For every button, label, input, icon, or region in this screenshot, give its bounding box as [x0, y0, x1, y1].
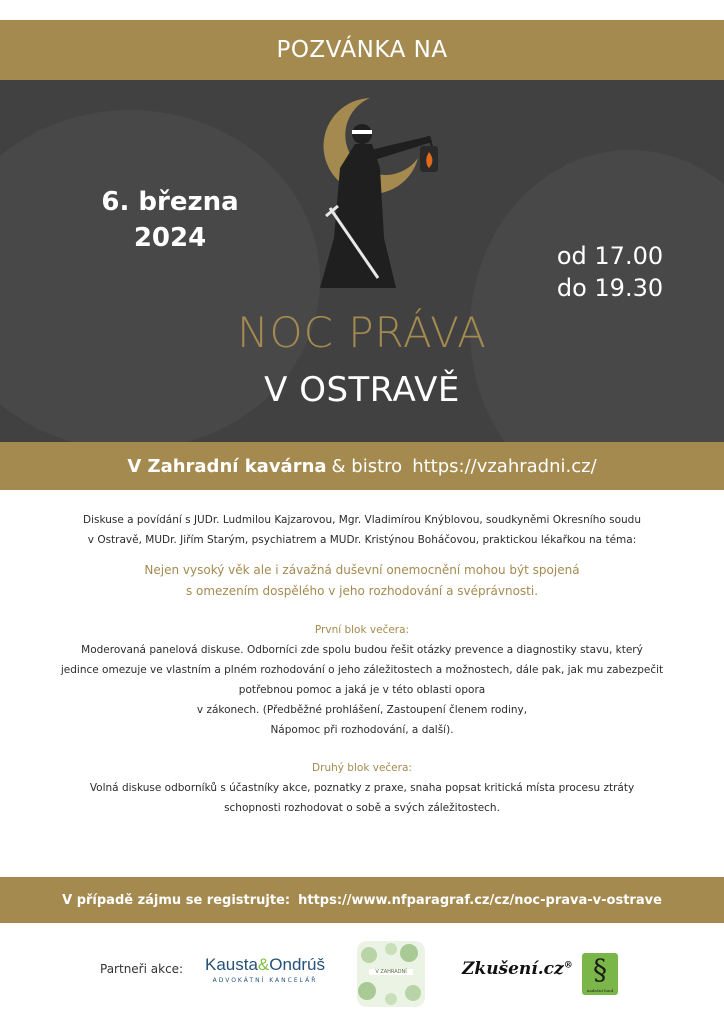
block1-text-5: Nápomoc při rozhodování, a další). [270, 724, 454, 736]
registered-mark: ® [563, 960, 573, 971]
date-day: 6. března [101, 187, 239, 217]
paragraph-icon: § [593, 953, 607, 986]
date-year: 2024 [133, 223, 207, 253]
intro-text-2: v Ostravě, MUDr. Jiřím Starým, psychiatrem a MUDr. Kristýnou Boháčovou, praktickou lékařkou na téma: [87, 534, 637, 546]
paragraf-fund-logo [582, 953, 618, 995]
time-from: od 17.00 [556, 242, 664, 270]
time-to: do 19.30 [556, 274, 664, 302]
partners-label: Partneři akce: [100, 962, 184, 976]
v-zahradni-logo [357, 941, 425, 1007]
v-zahradni-text: V ZAHRADNÍ [369, 969, 413, 975]
event-subtitle: V OSTRAVĚ [264, 370, 460, 410]
kausta-name-b: Ondrúš [269, 955, 326, 974]
zkuseni-text: Zkušení.cz [462, 959, 564, 979]
invitation-body [60, 510, 664, 818]
block1-text-4: v zákonech. (Předběžné prohlášení, Zastoupení členem rodiny, [196, 704, 528, 716]
block1-heading: První blok večera: [314, 624, 410, 636]
venue-band [0, 442, 724, 490]
kausta-ondrus-logo [200, 955, 330, 984]
event-title: NOC PRÁVA [237, 308, 487, 357]
venue-suffix: & bistro [331, 455, 403, 477]
block1-text-1: Moderovaná panelová diskuse. Odborníci zde spolu budou řešit otázky prevence a diagnostiky stavu, který [81, 644, 643, 656]
hero-section [0, 80, 724, 442]
venue-link[interactable]: https://vzahradni.cz/ [412, 455, 597, 477]
event-time [545, 240, 675, 304]
block2-text-1: Volná diskuse odborníků s účastníky akce, poznatky z praxe, snaha popsat kritická místa procesu ztráty [89, 782, 635, 794]
kausta-subtitle: ADVOKÁTNÍ KANCELÁŘ [212, 977, 318, 984]
paragraf-subtitle: nadační fond [586, 988, 614, 993]
kausta-name-a: Kausta [204, 955, 258, 974]
block2-heading: Druhý blok večera: [312, 762, 412, 774]
venue-name: V Zahradní kavárna [127, 455, 327, 477]
invite-heading: POZVÁNKA NA [276, 37, 448, 63]
block1-text-2: jedince omezuje ve vlastním a plném rozhodování o jeho záležitostech a možnostech, dále pak, jak mu zabezpečit [60, 664, 664, 676]
registration-band [0, 877, 724, 923]
block2-text-2: schopnosti rozhodovat o sobě a svých záležitostech. [224, 802, 500, 814]
kausta-amp: & [257, 955, 270, 974]
lady-justice-illustration [300, 88, 460, 298]
partners-section [0, 935, 724, 1010]
header-band [0, 20, 724, 80]
topic-text-2: s omezením dospělého v jeho rozhodování a svéprávnosti. [185, 584, 539, 598]
block1-text-3: potřebnou pomoc a jaká je v této oblasti opora [238, 684, 486, 696]
event-date [100, 184, 240, 256]
topic-text-1: Nejen vysoký věk ale i závažná duševní onemocnění mohou být spojená [144, 563, 580, 577]
intro-text-1: Diskuse a povídání s JUDr. Ludmilou Kajzarovou, Mgr. Vladimírou Knýblovou, soudkyněmi Okresního soudu [83, 514, 641, 526]
registration-link[interactable]: https://www.nfparagraf.cz/cz/noc-prava-v-ostrave [298, 892, 662, 908]
zkuseni-logo [462, 959, 573, 979]
registration-label: V případě zájmu se registrujte: [62, 892, 291, 908]
